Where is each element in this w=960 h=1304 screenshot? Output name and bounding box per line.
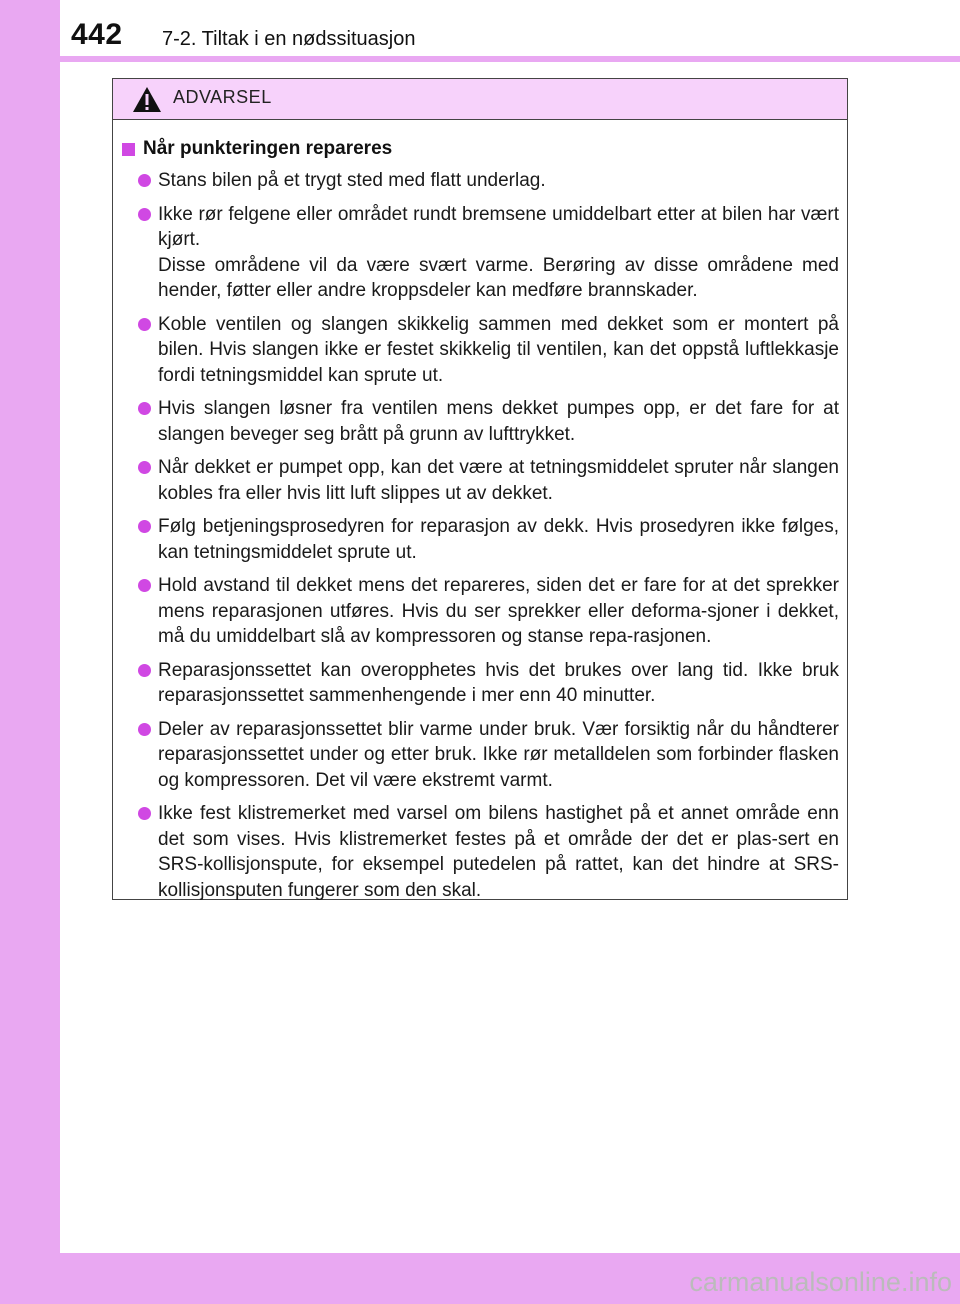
side-color-band xyxy=(0,0,60,1304)
warning-item-text: Når dekket er pumpet opp, kan det være at tetningsmiddelet spruter når slangen kobles fra eller hvis litt luft slippes ut av dekket. xyxy=(158,457,839,504)
warning-body xyxy=(113,120,847,903)
warning-item xyxy=(121,202,839,304)
warning-item-text: Koble ventilen og slangen skikkelig sammen med dekket som er montert på bilen. Hvis slangen ikke er festet skikkelig til ventilen, kan det oppstå luftlekkasje fordi tetningsmiddel kan sprute ut. xyxy=(158,313,839,386)
warning-item xyxy=(121,514,839,565)
warning-item xyxy=(121,801,839,903)
warning-box xyxy=(112,78,848,900)
round-bullet-icon xyxy=(138,723,151,736)
warning-list xyxy=(121,168,839,903)
round-bullet-icon xyxy=(138,664,151,677)
warning-item xyxy=(121,658,839,709)
warning-header xyxy=(113,79,847,120)
warning-item-text: Reparasjonssettet kan overopphetes hvis det brukes over lang tid. Ikke bruk reparasjonssettet sammenhengende i mer enn 40 minutter. xyxy=(158,659,839,706)
warning-item xyxy=(121,573,839,650)
warning-item-text: Hold avstand til dekket mens det repareres, siden det er fare for at det sprekker mens reparasjonen utføres. Hvis du ser sprekker eller deforma-sjoner i dekket, må du umiddelbart slå av kompressoren og stanse repa-rasjonen. xyxy=(158,575,839,647)
warning-item-text: Stans bilen på et trygt sted med flatt underlag. xyxy=(158,170,546,191)
watermark: carmanualsonline.info xyxy=(689,1267,952,1297)
warning-item-text: Ikke fest klistremerket med varsel om bilens hastighet på et annet område enn det som vises. Hvis klistremerket festes på et område der det er plas-sert en SRS-kollisjonspute, for eksempel putedelen på rattet, kan det hindre at SRS-kollisjonsputen fungerer som den skal. xyxy=(158,803,839,901)
warning-triangle-icon xyxy=(132,86,162,113)
round-bullet-icon xyxy=(138,807,151,820)
warning-item-text: Ikke rør felgene eller området rundt bremsene umiddelbart etter at bilen har vært kjørt. xyxy=(158,203,839,250)
warning-item xyxy=(121,312,839,389)
warning-item-text: Hvis slangen løsner fra ventilen mens dekket pumpes opp, er det fare for at slangen beveger seg brått på grunn av lufttrykket. xyxy=(158,398,839,445)
warning-item xyxy=(121,455,839,506)
warning-item xyxy=(121,168,839,194)
round-bullet-icon xyxy=(138,520,151,533)
warning-label: ADVARSEL xyxy=(173,87,272,107)
warning-item-text: Disse områdene vil da være svært varme. Berøring av disse områdene med hender, føtter eller andre kroppsdeler kan medføre brannskader. xyxy=(158,254,839,301)
warning-item-text: Deler av reparasjonssettet blir varme under bruk. Vær forsiktig når du håndterer reparasjonssettet under og etter bruk. Ikke rør metalldelen som forbinder flasken og kompressoren. Det vil være ekstremt varmt. xyxy=(158,718,839,791)
subheading-text: Når punkteringen repareres xyxy=(143,138,393,159)
round-bullet-icon xyxy=(138,579,151,592)
warning-item-text: Følg betjeningsprosedyren for reparasjon av dekk. Hvis prosedyren ikke følges, kan tetningsmiddelet sprute ut. xyxy=(158,516,839,563)
round-bullet-icon xyxy=(138,318,151,331)
page-number: 442 xyxy=(71,18,123,51)
warning-item xyxy=(121,717,839,794)
round-bullet-icon xyxy=(138,402,151,415)
square-bullet-icon xyxy=(122,143,135,156)
section-title: 7-2. Tiltak i en nødssituasjon xyxy=(162,28,416,50)
warning-item xyxy=(121,396,839,447)
warning-subheading xyxy=(121,138,839,160)
round-bullet-icon xyxy=(138,174,151,187)
round-bullet-icon xyxy=(138,461,151,474)
round-bullet-icon xyxy=(138,208,151,221)
